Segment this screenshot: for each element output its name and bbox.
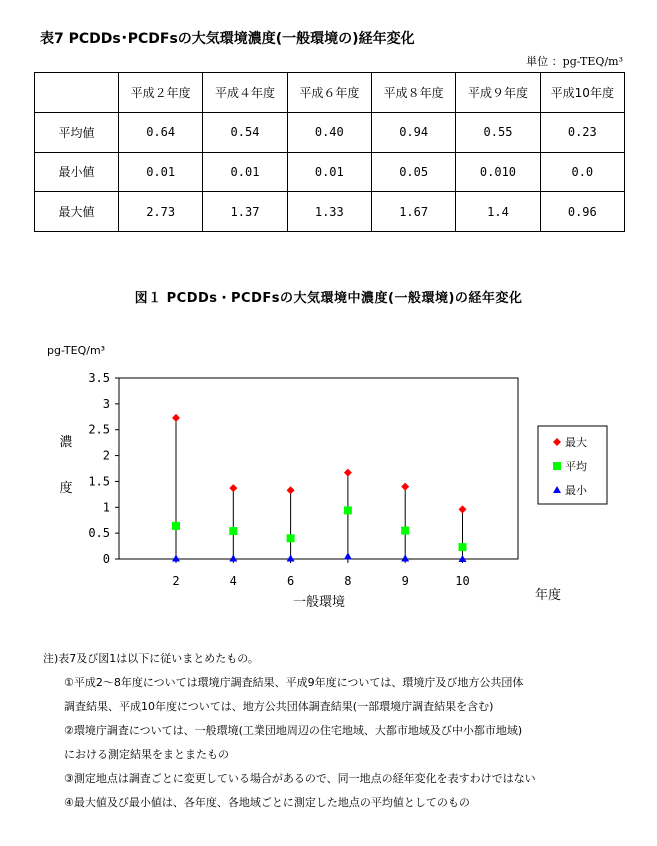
x-tick-label: 4: [229, 574, 237, 588]
table-cell: 0.64: [119, 112, 203, 152]
data-point-triangle: [172, 554, 180, 561]
data-point-diamond: [229, 484, 237, 492]
y-tick-label: 2.5: [88, 422, 110, 437]
table-header-cell: 平成２年度: [119, 73, 203, 113]
plot-area: [119, 378, 518, 559]
table-cell: 2.73: [119, 192, 203, 232]
table-title: 表7 PCDDs･PCDFsの大気環境濃度(一般環境の)経年変化: [40, 31, 415, 47]
table-header-cell: 平成８年度: [371, 73, 455, 113]
legend-label: 最大: [565, 436, 587, 449]
data-point-diamond: [401, 483, 409, 491]
table-cell: 1.67: [371, 192, 455, 232]
note-line: ③測定地点は調査ごとに変更している場合があるので、同一地点の経年変化を表すわけではない: [64, 772, 536, 785]
data-point-diamond: [344, 469, 352, 477]
table-cell: 0.010: [456, 152, 540, 192]
note-line: ④最大値及び最小値は、各年度、各地域ごとに測定した地点の平均値としてのもの: [64, 796, 470, 809]
row-label: 最大値: [35, 192, 119, 232]
note-line: ①平成2～8年度については環境庁調査結果、平成9年度については、環境庁及び地方公共団体: [64, 676, 524, 689]
y-tick-label: 3: [102, 396, 110, 411]
y-tick-label: 1.5: [88, 474, 110, 489]
table-cell: 0.01: [287, 152, 371, 192]
data-point-square: [172, 522, 180, 530]
data-point-diamond: [287, 486, 295, 494]
table-cell: 0.01: [203, 152, 287, 192]
table-cell: 0.01: [119, 152, 203, 192]
table-cell: 0.94: [371, 112, 455, 152]
table-header-cell: 平成４年度: [203, 73, 287, 113]
x-tick-label: 9: [401, 574, 409, 588]
x-axis-label: 一般環境: [292, 595, 346, 610]
data-point-triangle: [344, 552, 352, 559]
data-point-diamond: [459, 505, 467, 513]
y-tick-label: 3.5: [88, 371, 110, 385]
table-cell: 1.37: [203, 192, 287, 232]
x-tick-label: 8: [344, 574, 352, 588]
table-cell: 0.96: [540, 192, 624, 232]
table-cell: 1.4: [456, 192, 540, 232]
data-point-square: [287, 534, 295, 542]
x-tick-label: 10: [455, 574, 470, 588]
table-header-cell: 平成10年度: [540, 73, 624, 113]
data-point-diamond: [172, 414, 180, 422]
data-point-square: [401, 527, 409, 535]
table-cell: 0.40: [287, 112, 371, 152]
table-header-cell: 平成６年度: [287, 73, 371, 113]
y-axis-label: 濃: [59, 435, 73, 450]
note-line: 注)表7及び図1は以下に従いまとめたもの。: [43, 652, 259, 665]
note-line: ②環境庁調査については、一般環境(工業団地周辺の住宅地域、大都市地域及び中小都市地域): [64, 724, 523, 737]
x-axis-label-right: 年度: [534, 588, 562, 603]
table-cell: 0.54: [203, 112, 287, 152]
unit-label: 単位 ：pg-TEQ/m³: [526, 55, 623, 68]
table-cell: 0.55: [456, 112, 540, 152]
legend-label: 最小: [565, 484, 587, 497]
row-label: 平均値: [35, 112, 119, 152]
y-tick-label: 0.5: [88, 526, 110, 541]
y-axis-label: 度: [59, 481, 73, 496]
table-cell: 0.23: [540, 112, 624, 152]
note-line: 調査結果、平成10年度については、地方公共団体調査結果(一部環境庁調査結果を含む): [64, 700, 494, 713]
data-point-square: [459, 543, 467, 551]
table-cell: 0.05: [371, 152, 455, 192]
chart-marks: [59, 371, 561, 610]
data-point-triangle: [229, 554, 237, 561]
figure-title: 図１ PCDDs・PCDFsの大気環境中濃度(一般環境)の経年変化: [134, 291, 523, 306]
data-point-square: [229, 527, 237, 535]
data-point-triangle: [287, 554, 295, 561]
data-point-square: [344, 506, 352, 514]
y-tick-label: 2: [102, 448, 110, 463]
legend-marker-square: [553, 462, 561, 470]
data-point-triangle: [401, 554, 409, 561]
row-label: 最小値: [35, 152, 119, 192]
x-tick-label: 2: [172, 574, 180, 588]
note-line: における測定結果をまとまたもの: [64, 748, 229, 761]
notes: [43, 647, 643, 815]
table-cell: 0.0: [540, 152, 624, 192]
table-header-cell: 平成９年度: [456, 73, 540, 113]
chart-unit-label: pg-TEQ/m³: [47, 344, 106, 357]
legend-label: 平均: [565, 460, 587, 473]
y-tick-label: 1: [102, 500, 110, 515]
x-tick-label: 6: [286, 574, 295, 588]
table-cell: 1.33: [287, 192, 371, 232]
y-tick-label: 0: [102, 552, 110, 566]
